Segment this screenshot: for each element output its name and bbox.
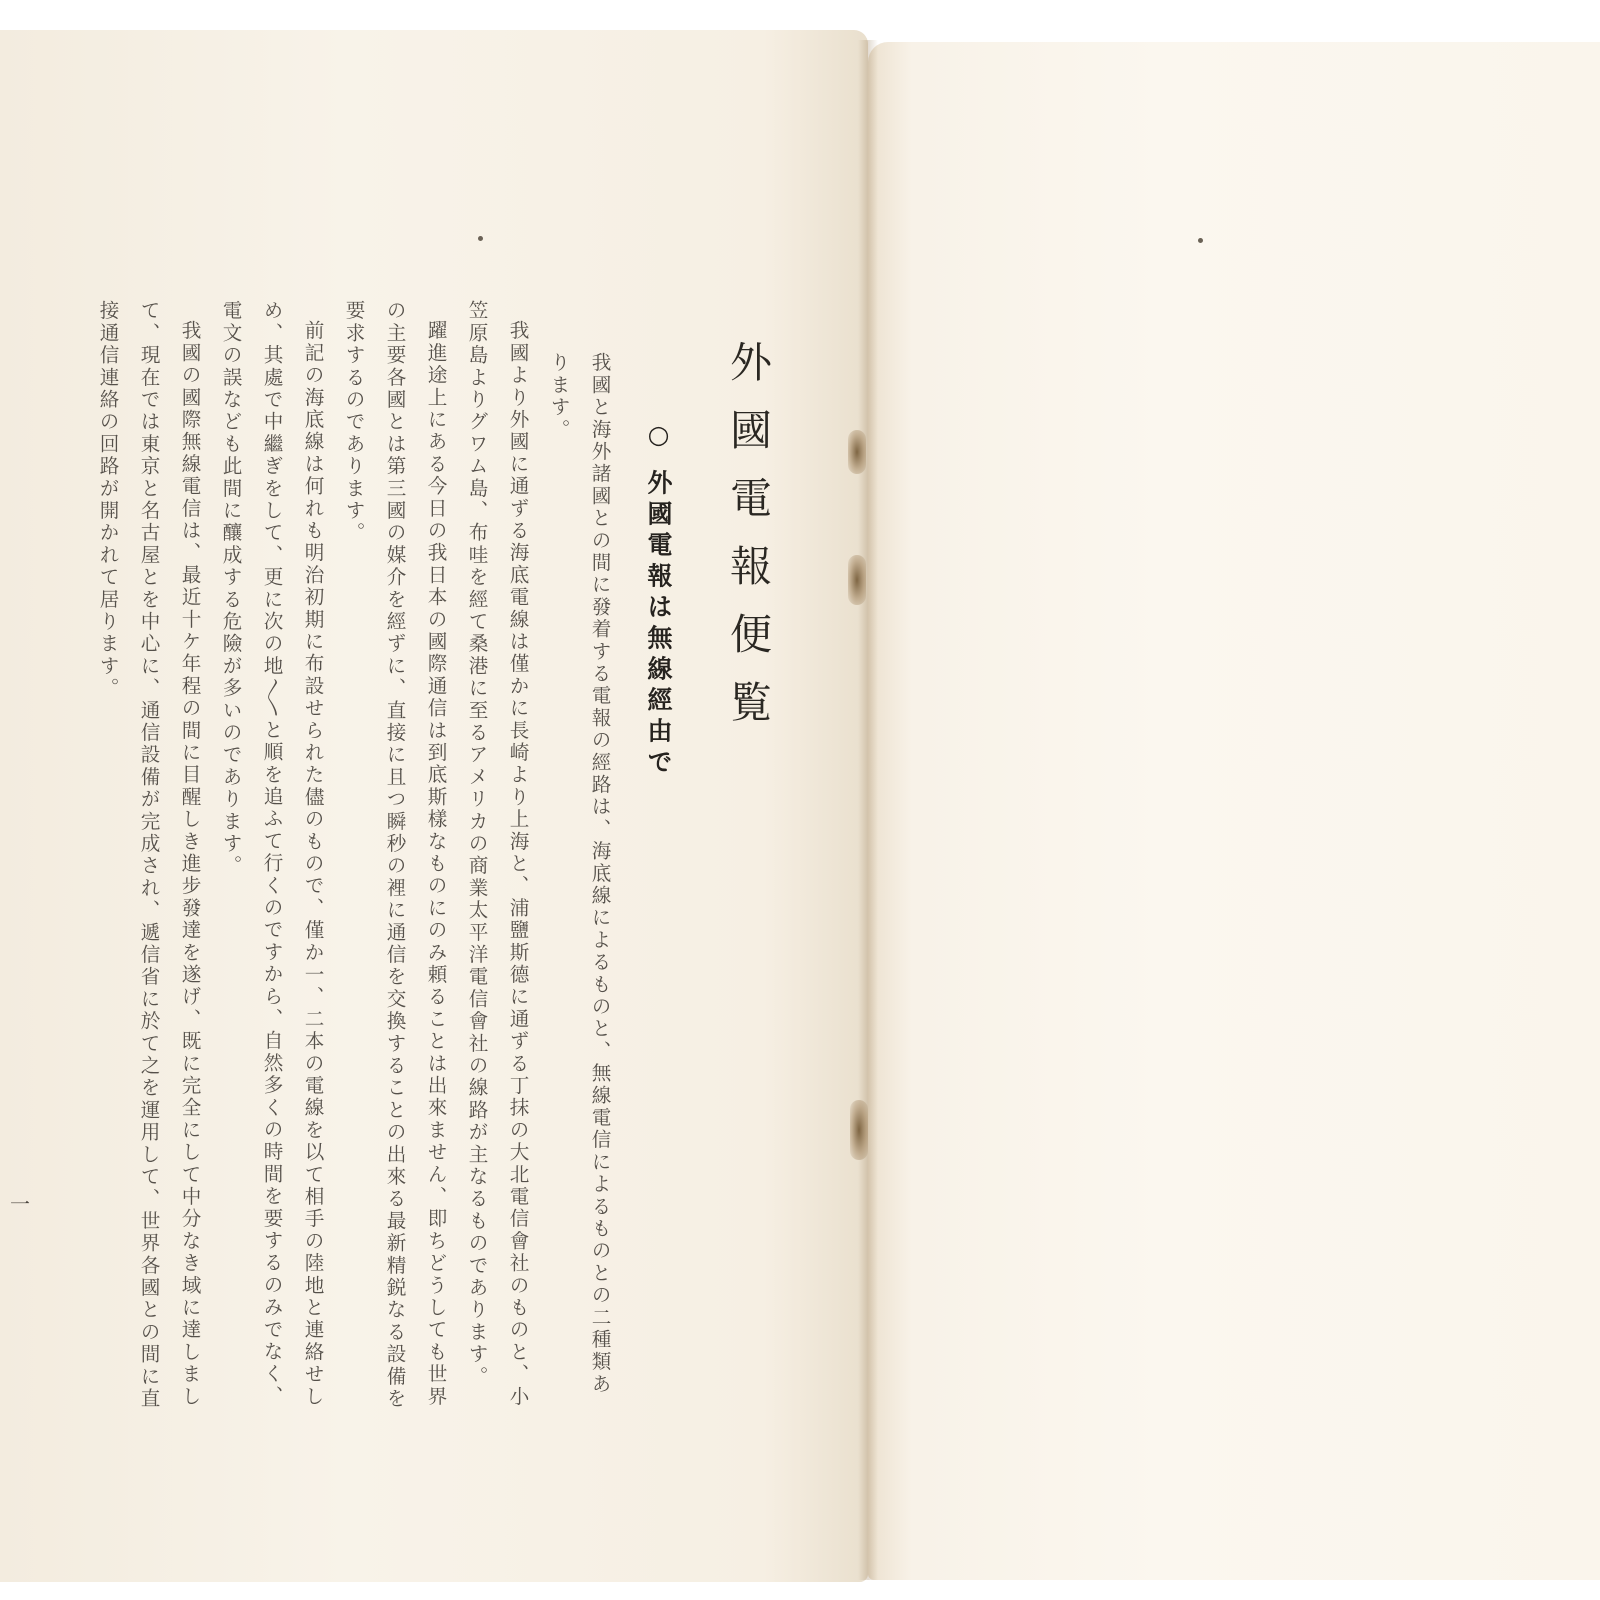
- page-title: 外國電報便覧: [724, 340, 773, 748]
- paragraph: 躍進途上にある今日の我日本の國際通信は到底斯樣なものにのみ頼ることは出來ません、即ちどうしても世界の主要各國とは第三國の媒介を經ずに、直接に且つ瞬秒の裡に通信を交換することの出來る最新精鋭なる設備を要求するのであります。: [342, 300, 447, 1410]
- binding-stain: [848, 555, 866, 605]
- section-heading: ○ 外國電報は無線經由で: [644, 420, 673, 780]
- page-speck: [1198, 238, 1203, 243]
- page-number: 一: [10, 1192, 30, 1216]
- paragraph: 我國より外國に通ずる海底電線は僅かに長崎より上海と、浦鹽斯德に通ずる丁抹の大北電信會社のものと、小笠原島よりグワム島、布哇を經て桑港に至るアメリカの商業太平洋電信會社の線路が主なるものであります。: [465, 300, 529, 1408]
- page-speck: [478, 236, 483, 241]
- binding-stain: [848, 430, 866, 474]
- paragraph: 前記の海底線は何れも明治初期に布設せられた儘のもので、僅か一、二本の電線を以て相手の陸地と連絡せしめ、其處で中繼ぎをして、更に次の地〳〵と順を追ふて行くのですから、自然多くの時間を要するのみでなく、電文の誤なども此間に釀成する危險が多いのであります。: [219, 300, 324, 1408]
- body-text: [40, 300, 620, 1410]
- paragraph: 我國と海外諸國との間に發着する電報の經路は、海底線によるものと、無線電信によるものとの二種類あります。: [547, 352, 611, 1396]
- right-page-blank: [868, 42, 1600, 1580]
- book-gutter: [858, 40, 878, 1580]
- paragraph: 我國の國際無線電信は、最近十ケ年程の間に目醒しき進步發達を遂げ、既に完全にして中分なき域に達しまして、現在では東京と名古屋とを中心に、通信設備が完成され、遞信省に於て之を運用して、世界各國との間に直接通信連絡の回路が開かれて居ります。: [96, 300, 201, 1410]
- binding-stain: [850, 1100, 868, 1160]
